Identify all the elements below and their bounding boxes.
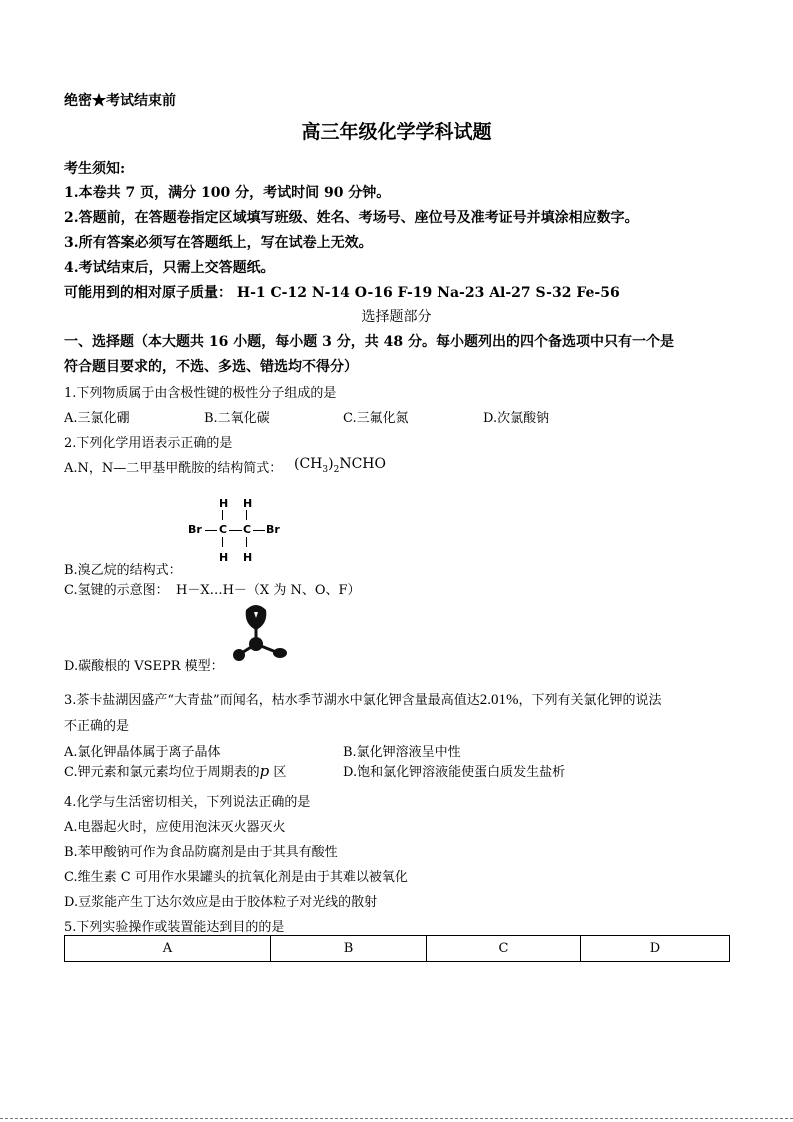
- q1-option-a: A.三氯化硼: [64, 411, 130, 426]
- q5-options-table: [64, 935, 730, 962]
- q4-option-a: A.电器起火时，应使用泡沫灭火器灭火: [64, 820, 286, 835]
- notice-item-1: 1.本卷共 7 页，满分 100 分，考试时间 90 分钟。: [64, 185, 391, 201]
- q3-stem-line2: 不正确的是: [64, 719, 130, 734]
- q5-column-c: C: [427, 936, 581, 962]
- q1-option-b: B.二氧化碳: [204, 411, 270, 426]
- q4-option-d: D.豆浆能产生丁达尔效应是由于胶体粒子对光线的散射: [64, 895, 378, 910]
- struct-bond: [229, 530, 242, 531]
- q2-option-a-formula: $(CH_3)_2NCHO$: [294, 456, 386, 475]
- q5-stem: 5.下列实验操作或装置能达到目的的是: [64, 920, 285, 935]
- confidential-label: 绝密★考试结束前: [64, 93, 176, 109]
- q3-stem-line1: 3.茶卡盐湖因盛产“大青盐”而闻名，枯水季节湖水中氯化钾含量最高值达2.01%，下列有关氯化钾的说法: [64, 692, 662, 708]
- q1-option-d: D.次氯酸钠: [483, 411, 550, 426]
- notice-heading: 考生须知:: [64, 161, 126, 177]
- q3-option-a: A.氯化钾晶体属于离子晶体: [64, 745, 221, 760]
- q5-column-b: B: [271, 936, 427, 962]
- struct-bond: [246, 537, 247, 547]
- notice-item-3: 3.所有答案必须写在答题纸上，写在试卷上无效。: [64, 235, 373, 251]
- q3-option-d: D.饱和氯化钾溶液能使蛋白质发生盐析: [343, 765, 566, 780]
- q5-column-d: D: [581, 936, 730, 962]
- q2-option-c-text: C.氢键的示意图：: [64, 583, 169, 598]
- struct-h-top-left: H: [219, 497, 229, 510]
- q4-stem: 4.化学与生活密切相关，下列说法正确的是: [64, 795, 311, 810]
- page-title: 高三年级化学学科试题: [301, 121, 492, 143]
- page-bottom-divider: [0, 1118, 793, 1119]
- struct-br-right: Br: [266, 523, 280, 536]
- notice-item-2: 2.答题前，在答题卷指定区域填写班级、姓名、考场号、座位号及准考证号并填涂相应数字。: [64, 210, 639, 226]
- struct-c-right: C: [243, 523, 252, 536]
- q4-option-c: C.维生素 C 可用作水果罐头的抗氧化剂是由于其难以被氧化: [64, 870, 408, 885]
- struct-bond: [222, 510, 223, 520]
- q2-option-c-formula: H－X…H－（X 为 N、O、F）: [176, 583, 361, 598]
- struct-bond: [246, 510, 247, 520]
- q1-option-c: C.三氟化氮: [343, 411, 409, 426]
- struct-bond: [222, 537, 223, 547]
- struct-h-top-right: H: [243, 497, 253, 510]
- q2-option-b-text: B.溴乙烷的结构式：: [64, 563, 182, 578]
- q3-option-c: C.钾元素和氯元素均位于周期表的p 区: [64, 762, 287, 780]
- section-name: 选择题部分: [361, 309, 432, 325]
- struct-bond: [253, 530, 265, 531]
- section-intro-line2: 符合题目要求的，不选、多选、错选均不得分）: [64, 359, 358, 375]
- q2-stem: 2.下列化学用语表示正确的是: [64, 436, 233, 451]
- bromoethane-structure: [188, 497, 288, 569]
- struct-c-left: C: [219, 523, 228, 536]
- q1-stem: 1.下列物质属于由含极性键的极性分子组成的是: [64, 386, 337, 401]
- q2-option-d-text: D.碳酸根的 VSEPR 模型：: [64, 659, 224, 674]
- notice-item-4: 4.考试结束后，只需上交答题纸。: [64, 260, 275, 276]
- section-intro-line1: 一、选择题（本大题共 16 小题，每小题 3 分，共 48 分。每小题列出的四个备选项中只有一个是: [64, 334, 674, 350]
- struct-h-bottom-left: H: [219, 551, 229, 564]
- q3-option-b: B.氯化钾溶液呈中性: [343, 745, 461, 760]
- struct-br-left: Br: [188, 523, 202, 536]
- q5-column-a: A: [65, 936, 271, 962]
- struct-bond: [205, 530, 217, 531]
- q2-option-a-text: A.N，N—二甲基甲酰胺的结构简式：: [64, 461, 283, 476]
- carbonate-vsepr-model-image: [228, 602, 290, 664]
- q4-option-b: B.苯甲酸钠可作为食品防腐剂是由于其具有酸性: [64, 845, 338, 860]
- atomic-mass-line: 可能用到的相对原子质量： H-1 C-12 N-14 O-16 F-19 Na-23 Al-27 S-32 Fe-56: [64, 285, 620, 301]
- struct-h-bottom-right: H: [243, 551, 253, 564]
